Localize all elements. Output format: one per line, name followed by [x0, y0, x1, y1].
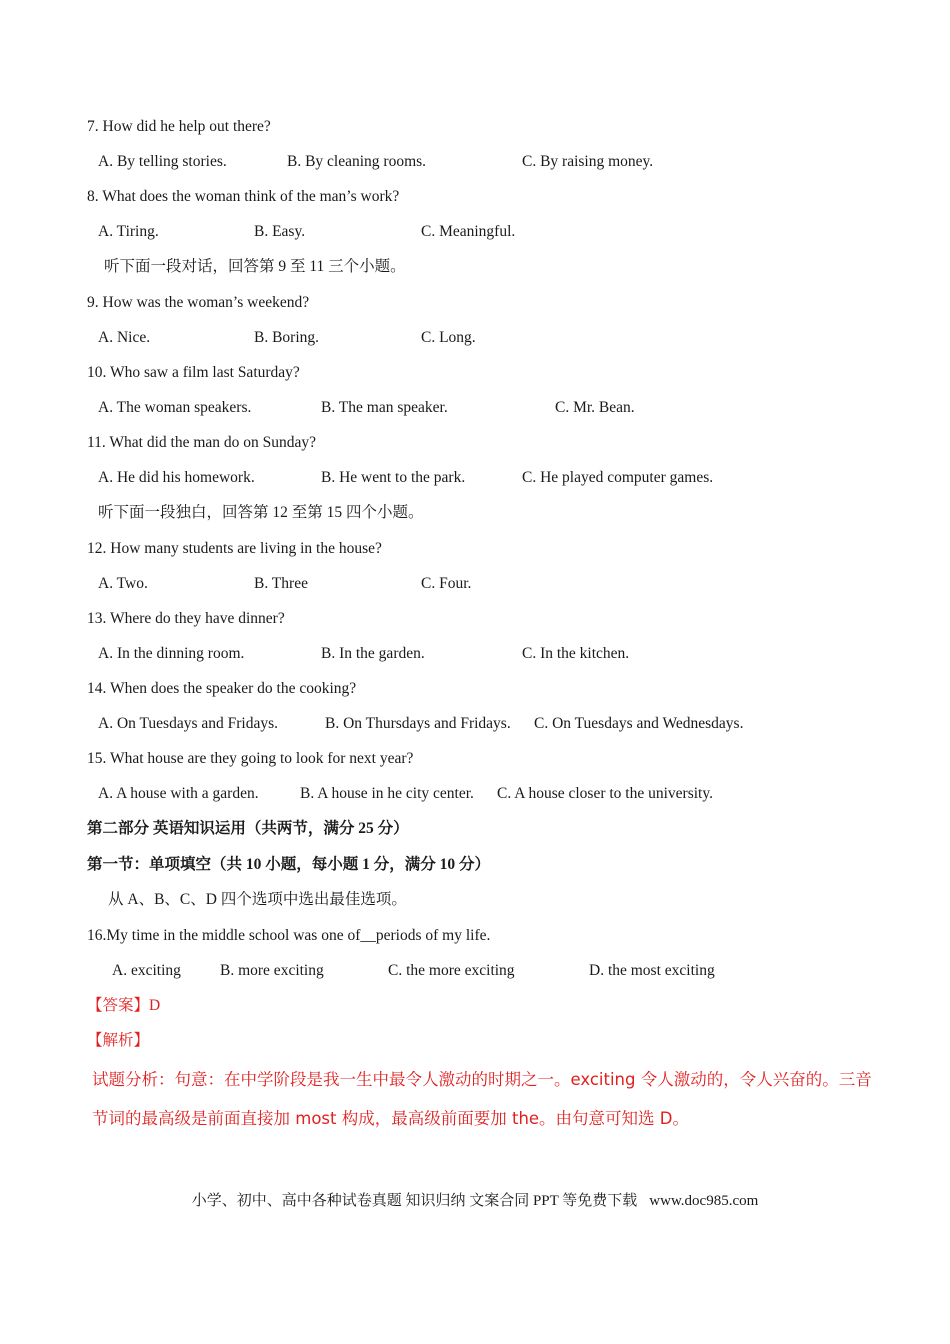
q12-option-a: A. Two.	[98, 575, 148, 592]
q15-option-b: B. A house in he city center.	[300, 785, 474, 802]
question-14: 14. When does the speaker do the cooking?	[87, 680, 357, 697]
q16-option-c: C. the more exciting	[388, 962, 515, 979]
q16-option-a: A. exciting	[112, 962, 181, 979]
question-9: 9. How was the woman’s weekend?	[87, 294, 310, 311]
listening-note-12-15: 听下面一段独白，回答第 12 至第 15 四个小题。	[98, 504, 424, 521]
q14-option-a: A. On Tuesdays and Fridays.	[98, 715, 278, 732]
q7-option-a: A. By telling stories.	[98, 153, 227, 170]
analysis-text-line-2: 节词的最高级是前面直接加 most 构成，最高级前面要加 the。由句意可知选 D。	[92, 1109, 689, 1128]
q9-option-a: A. Nice.	[98, 329, 151, 346]
q13-option-b: B. In the garden.	[321, 645, 425, 662]
question-7: 7. How did he help out there?	[87, 118, 271, 135]
q12-option-c: C. Four.	[421, 575, 472, 592]
q8-option-c: C. Meaningful.	[421, 223, 516, 240]
q14-option-b: B. On Thursdays and Fridays.	[325, 715, 511, 732]
analysis-text-line-1: 试题分析：句意：在中学阶段是我一生中最令人激动的时期之一。exciting 令人激动的，令人兴奋的。三音	[92, 1070, 872, 1089]
q8-option-b: B. Easy.	[254, 223, 306, 240]
question-8: 8. What does the woman think of the man’s work?	[87, 188, 400, 205]
footer-url[interactable]: www.doc985.com	[649, 1193, 759, 1209]
q9-option-b: B. Boring.	[254, 329, 320, 346]
q13-option-c: C. In the kitchen.	[522, 645, 630, 662]
question-15: 15. What house are they going to look for next year?	[87, 750, 414, 767]
q15-option-a: A. A house with a garden.	[98, 785, 259, 802]
page-footer	[0, 1191, 950, 1211]
q16-option-b: B. more exciting	[220, 962, 324, 979]
q15-option-c: C. A house closer to the university.	[497, 785, 713, 802]
section-1-title: 第一节：单项填空（共 10 小题，每小题 1 分，满分 10 分）	[87, 856, 491, 873]
q12-option-b: B. Three	[254, 575, 308, 592]
listening-note-9-11: 听下面一段对话，回答第 9 至 11 三个小题。	[104, 258, 406, 275]
question-10: 10. Who saw a film last Saturday?	[87, 364, 300, 381]
q11-option-b: B. He went to the park.	[321, 469, 466, 486]
question-13: 13. Where do they have dinner?	[87, 610, 285, 627]
question-16: 16.My time in the middle school was one of__periods of my life.	[87, 927, 491, 944]
q11-option-a: A. He did his homework.	[98, 469, 255, 486]
q10-option-a: A. The woman speakers.	[98, 399, 252, 416]
q7-option-b: B. By cleaning rooms.	[287, 153, 427, 170]
q16-option-d: D. the most exciting	[589, 962, 715, 979]
answer-label: 【答案】D	[87, 997, 161, 1014]
question-11: 11. What did the man do on Sunday?	[87, 434, 317, 451]
q9-option-c: C. Long.	[421, 329, 476, 346]
analysis-label: 【解析】	[87, 1032, 150, 1049]
q11-option-c: C. He played computer games.	[522, 469, 714, 486]
part-2-title: 第二部分 英语知识运用（共两节，满分 25 分）	[87, 820, 409, 837]
q14-option-c: C. On Tuesdays and Wednesdays.	[534, 715, 744, 732]
section-instruction: 从 A、B、C、D 四个选项中选出最佳选项。	[108, 891, 407, 908]
footer-text: 小学、初中、高中各种试卷真题 知识归纳 文案合同 PPT 等免费下载	[191, 1193, 638, 1209]
q13-option-a: A. In the dinning room.	[98, 645, 245, 662]
q7-option-c: C. By raising money.	[522, 153, 654, 170]
q10-option-b: B. The man speaker.	[321, 399, 448, 416]
q10-option-c: C. Mr. Bean.	[555, 399, 635, 416]
question-12: 12. How many students are living in the house?	[87, 540, 382, 557]
q8-option-a: A. Tiring.	[98, 223, 159, 240]
